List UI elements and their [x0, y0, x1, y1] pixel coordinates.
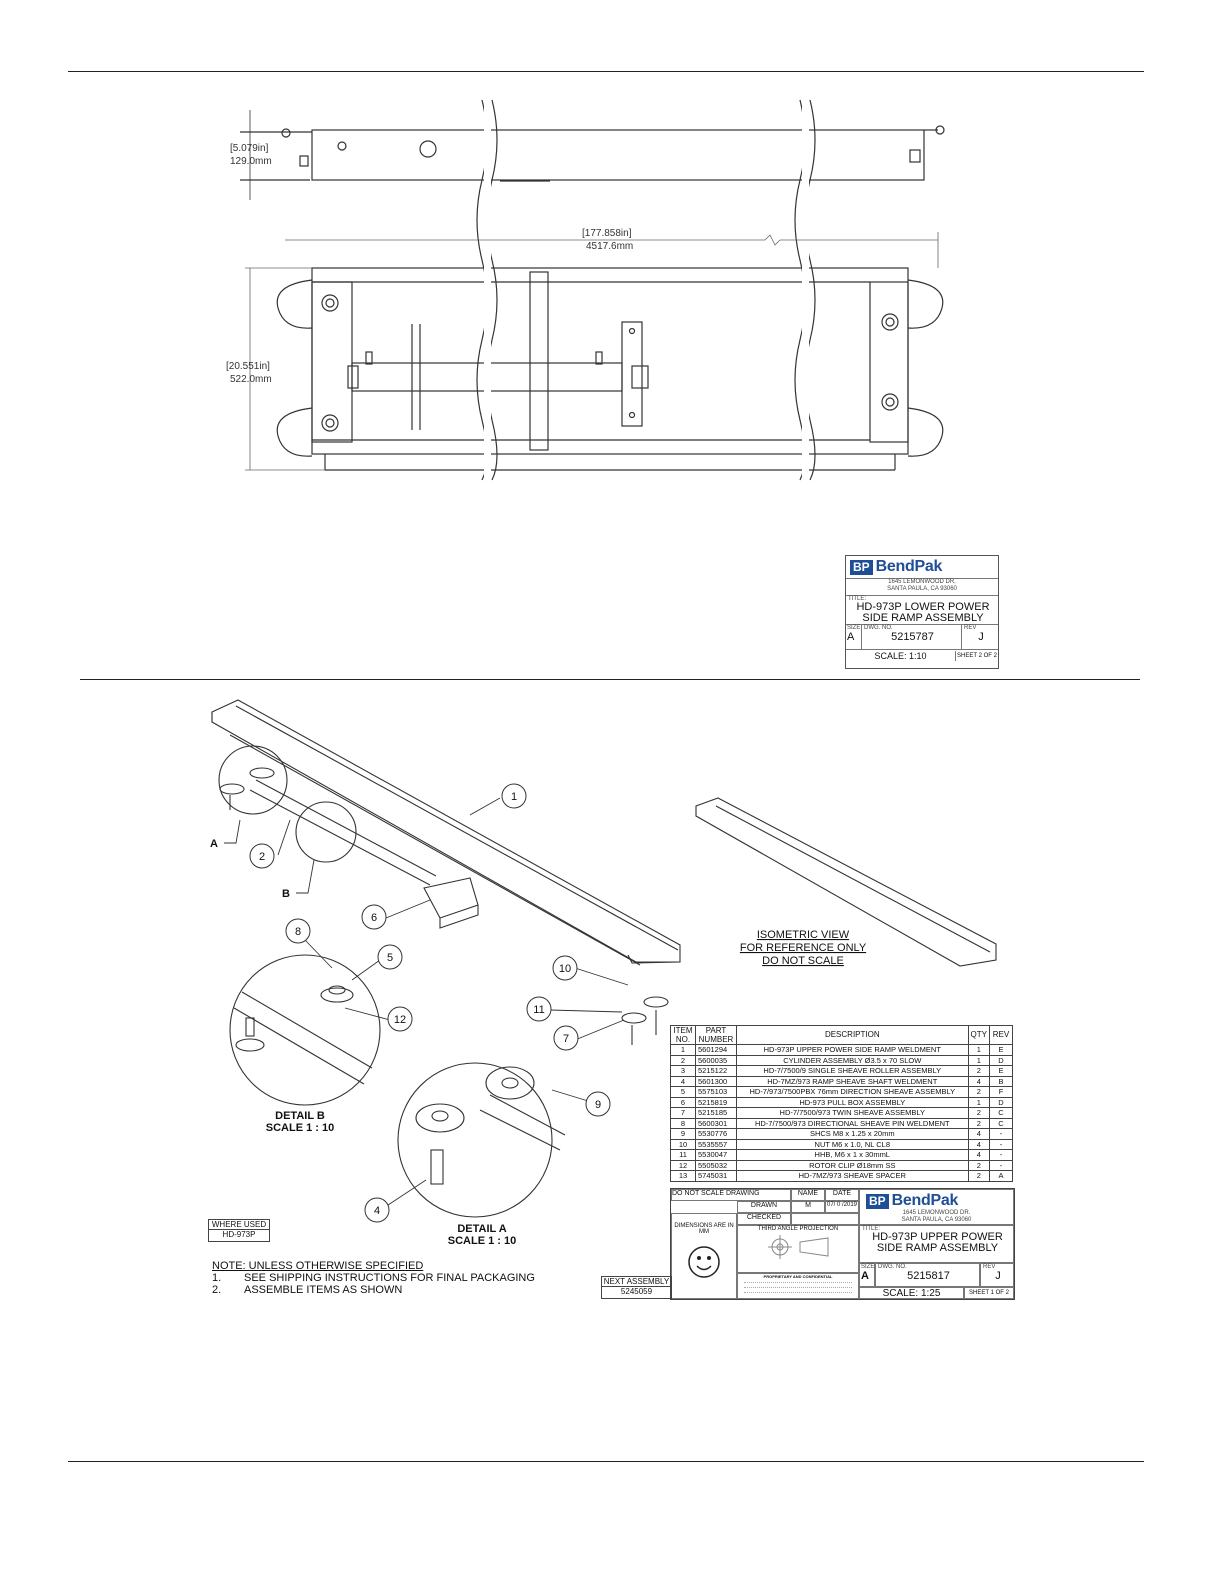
note-1: SEE SHIPPING INSTRUCTIONS FOR FINAL PACKAGING — [244, 1272, 535, 1284]
iso-note-line1: ISOMETRIC VIEW — [756, 929, 850, 941]
bom-header-desc: DESCRIPTION — [737, 1026, 969, 1045]
sheet-number-2: SHEET 1 OF 2 — [969, 1290, 1009, 1296]
bom-part-cell: 5601300 — [696, 1076, 737, 1087]
bom-item-cell: 6 — [671, 1097, 696, 1108]
note-2: ASSEMBLE ITEMS AS SHOWN — [244, 1284, 403, 1296]
bom-qty-cell: 4 — [968, 1129, 989, 1140]
bom-qty-cell: 1 — [968, 1097, 989, 1108]
bom-qty-cell: 4 — [968, 1139, 989, 1150]
bom-item-cell: 9 — [671, 1129, 696, 1140]
bom-header-part: PART NUMBER — [696, 1026, 737, 1045]
bom-rev-cell: D — [990, 1055, 1013, 1066]
balloon-9: 9 — [594, 1099, 602, 1111]
iso-note-line2: FOR REFERENCE ONLY — [739, 942, 867, 954]
bom-item-cell: 8 — [671, 1118, 696, 1129]
bom-row — [671, 1108, 1013, 1119]
bom-rev-cell: C — [990, 1108, 1013, 1119]
bom-rev-cell: - — [990, 1129, 1013, 1140]
bom-row — [671, 1055, 1013, 1066]
bom-row — [671, 1129, 1013, 1140]
bom-part-cell: 5530776 — [696, 1129, 737, 1140]
bom-item-cell: 1 — [671, 1045, 696, 1056]
where-used-box: WHERE USED HD-973P — [208, 1219, 270, 1242]
bom-rev-cell: - — [990, 1139, 1013, 1150]
bom-item-cell: 3 — [671, 1066, 696, 1077]
bom-item-cell: 7 — [671, 1108, 696, 1119]
bom-rev-cell: D — [990, 1097, 1013, 1108]
bom-header-rev: REV — [990, 1026, 1013, 1045]
bendpak-logo: BP BendPak — [846, 556, 998, 579]
third-angle-projection-icon — [758, 1232, 838, 1262]
bom-row — [671, 1045, 1013, 1056]
bom-row — [671, 1171, 1013, 1182]
bom-part-cell: 5505032 — [696, 1160, 737, 1171]
drawing-title: HD-973P LOWER POWER SIDE RAMP ASSEMBLY — [856, 601, 990, 624]
drawing-size: A — [847, 631, 855, 643]
bom-part-cell: 5745031 — [696, 1171, 737, 1182]
balloon-2: 2 — [258, 851, 266, 863]
bom-desc-cell: NUT M6 x 1.0, NL CL8 — [737, 1139, 969, 1150]
bom-desc-cell: HD-973P UPPER POWER SIDE RAMP WELDMENT — [737, 1045, 969, 1056]
iso-note-line3: DO NOT SCALE — [762, 955, 844, 967]
do-not-scale-note: DO NOT SCALE DRAWING — [672, 1190, 760, 1197]
bom-desc-cell: HHB, M6 x 1 x 30mmL — [737, 1150, 969, 1161]
side-height-in: [5.079in] — [230, 143, 269, 154]
bom-part-cell: 5215819 — [696, 1097, 737, 1108]
bom-rev-cell: C — [990, 1118, 1013, 1129]
drawing-rev: J — [978, 631, 984, 643]
balloon-5: 5 — [386, 952, 394, 964]
proprietary-note: PROPRIETARY AND CONFIDENTIAL — [763, 1274, 833, 1279]
detail-letter-b: B — [282, 888, 290, 900]
bom-qty-cell: 2 — [968, 1160, 989, 1171]
bom-desc-cell: HD-7/7500/973 TWIN SHEAVE ASSEMBLY — [737, 1108, 969, 1119]
balloon-11: 11 — [533, 1004, 545, 1016]
bom-qty-cell: 4 — [968, 1076, 989, 1087]
bom-rev-cell: F — [990, 1087, 1013, 1098]
bom-item-cell: 2 — [671, 1055, 696, 1066]
bom-desc-cell: HD-7MZ/973 SHEAVE SPACER — [737, 1171, 969, 1182]
bom-header-item: ITEM NO. — [671, 1026, 696, 1045]
sheet-number: SHEET 2 OF 2 — [957, 653, 997, 659]
drawing-title-2: HD-973P UPPER POWER SIDE RAMP ASSEMBLY — [872, 1231, 1003, 1254]
notes-header: NOTE: UNLESS OTHERWISE SPECIFIED — [212, 1260, 424, 1272]
bom-part-cell: 5215122 — [696, 1066, 737, 1077]
bill-of-materials — [670, 1025, 1013, 1182]
bom-qty-cell: 2 — [968, 1118, 989, 1129]
bom-desc-cell: HD-973 PULL BOX ASSEMBLY — [737, 1097, 969, 1108]
bom-header-qty: QTY — [968, 1026, 989, 1045]
detail-letter-a: A — [210, 838, 218, 850]
bom-rev-cell: E — [990, 1045, 1013, 1056]
bom-rev-cell: B — [990, 1076, 1013, 1087]
drawing-scale-2: SCALE: 1:25 — [882, 1288, 941, 1299]
bom-row — [671, 1097, 1013, 1108]
bom-row — [671, 1066, 1013, 1077]
bom-qty-cell: 2 — [968, 1171, 989, 1182]
balloon-7: 7 — [562, 1033, 570, 1045]
bom-item-cell: 5 — [671, 1087, 696, 1098]
bom-item-cell: 10 — [671, 1139, 696, 1150]
next-assembly-value: 5245059 — [620, 1287, 653, 1296]
bom-item-cell: 11 — [671, 1150, 696, 1161]
balloon-1: 1 — [510, 791, 518, 803]
general-notes: NOTE: UNLESS OTHERWISE SPECIFIED 1. SEE SHIPPING INSTRUCTIONS FOR FINAL PACKAGING 2. ASSEMBLE ITEMS AS SHOWN — [212, 1260, 535, 1296]
bom-row — [671, 1076, 1013, 1087]
bom-desc-cell: HD-7/973/7500PBX 76mm DIRECTION SHEAVE ASSEMBLY — [737, 1087, 969, 1098]
bom-qty-cell: 2 — [968, 1108, 989, 1119]
bom-rev-cell: - — [990, 1160, 1013, 1171]
detail-a-scale: SCALE 1 : 10 — [447, 1235, 517, 1247]
drawing-scale: SCALE: 1:10 — [846, 651, 956, 661]
width-in: [20.551in] — [226, 361, 270, 372]
drawn-by: M — [805, 1202, 811, 1209]
bom-part-cell: 5535557 — [696, 1139, 737, 1150]
bom-row — [671, 1160, 1013, 1171]
bom-qty-cell: 1 — [968, 1055, 989, 1066]
bom-row — [671, 1150, 1013, 1161]
balloon-4: 4 — [373, 1205, 381, 1217]
bom-part-cell: 5530047 — [696, 1150, 737, 1161]
length-mm: 4517.6mm — [586, 241, 634, 252]
detail-b-title: DETAIL B — [275, 1110, 325, 1122]
detail-a-title: DETAIL A — [457, 1223, 507, 1235]
bom-qty-cell: 2 — [968, 1066, 989, 1077]
bom-item-cell: 13 — [671, 1171, 696, 1182]
title-block-sheet-1: DO NOT SCALE DRAWING NAME DATE DRAWN M 07/ 0 /2019 CHECKED DIMENSIONS ARE IN MM THIRD ANGLE PROJECTION PROPRIETARY AND CONFIDENTIAL BP BendPak 1645 LEMONWOOD DR. SANTA PAULA, CA 93060 TITLE: HD-973P UPPER POWER SIDE RAMP ASSEMBLY SIZE A DWG. NO. 5215817 REV J SCALE: 1:25 SHEET 1 OF 2 — [670, 1188, 1015, 1300]
balloon-10: 10 — [558, 963, 572, 975]
width-mm: 522.0mm — [230, 374, 272, 385]
bom-desc-cell: HD-7MZ/973 RAMP SHEAVE SHAFT WELDMENT — [737, 1076, 969, 1087]
bom-desc-cell: CYLINDER ASSEMBLY Ø3.5 x 70 SLOW — [737, 1055, 969, 1066]
bom-rev-cell: A — [990, 1171, 1013, 1182]
next-assembly-box: NEXT ASSEMBLY 5245059 — [601, 1276, 672, 1299]
drawing-number: 5215787 — [891, 631, 934, 643]
drawing-rev-2: J — [995, 1270, 1001, 1282]
bom-row — [671, 1087, 1013, 1098]
bom-item-cell: 4 — [671, 1076, 696, 1087]
balloon-6: 6 — [370, 912, 378, 924]
where-used-value: HD-973P — [222, 1230, 256, 1239]
detail-b-scale: SCALE 1 : 10 — [265, 1122, 335, 1134]
bom-part-cell: 5600035 — [696, 1055, 737, 1066]
bom-qty-cell: 4 — [968, 1150, 989, 1161]
drawing-number-2: 5215817 — [907, 1270, 950, 1282]
bom-part-cell: 5600301 — [696, 1118, 737, 1129]
bom-row — [671, 1118, 1013, 1129]
bom-item-cell: 12 — [671, 1160, 696, 1171]
projection-label: THIRD ANGLE PROJECTION — [757, 1226, 839, 1232]
dimensions-note: DIMENSIONS ARE IN MM — [674, 1223, 734, 1235]
bendpak-logo-2: BP BendPak — [860, 1190, 1013, 1210]
bom-part-cell: 5575103 — [696, 1087, 737, 1098]
bom-rev-cell: E — [990, 1066, 1013, 1077]
bom-qty-cell: 2 — [968, 1087, 989, 1098]
bom-part-cell: 5215185 — [696, 1108, 737, 1119]
bom-desc-cell: ROTOR CLIP Ø18mm SS — [737, 1160, 969, 1171]
bom-desc-cell: SHCS M8 x 1.25 x 20mm — [737, 1129, 969, 1140]
smiley-icon — [687, 1245, 721, 1279]
bom-desc-cell: HD-7/7500/973 DIRECTIONAL SHEAVE PIN WELDMENT — [737, 1118, 969, 1129]
drawing-size-2: A — [861, 1270, 869, 1282]
bom-qty-cell: 1 — [968, 1045, 989, 1056]
length-in: [177.858in] — [582, 228, 632, 239]
side-height-mm: 129.0mm — [230, 156, 272, 167]
company-address: 1645 LEMONWOOD DR. SANTA PAULA, CA 93060 — [887, 579, 957, 592]
bom-desc-cell: HD-7/7500/9 SINGLE SHEAVE ROLLER ASSEMBLY — [737, 1066, 969, 1077]
drawn-date: 07/ 0 /2019 — [826, 1202, 858, 1208]
bom-part-cell: 5601294 — [696, 1045, 737, 1056]
balloon-8: 8 — [294, 926, 302, 938]
title-block-sheet-2: BP BendPak 1645 LEMONWOOD DR. SANTA PAULA, CA 93060 TITLE: HD-973P LOWER POWER SIDE RAMP ASSEMBLY SIZE A DWG. NO. 5215787 REV J SCALE: 1:10 SHEET 2 OF 2 — [845, 555, 999, 669]
bom-row — [671, 1139, 1013, 1150]
balloon-12: 12 — [393, 1014, 407, 1026]
bom-rev-cell: - — [990, 1150, 1013, 1161]
